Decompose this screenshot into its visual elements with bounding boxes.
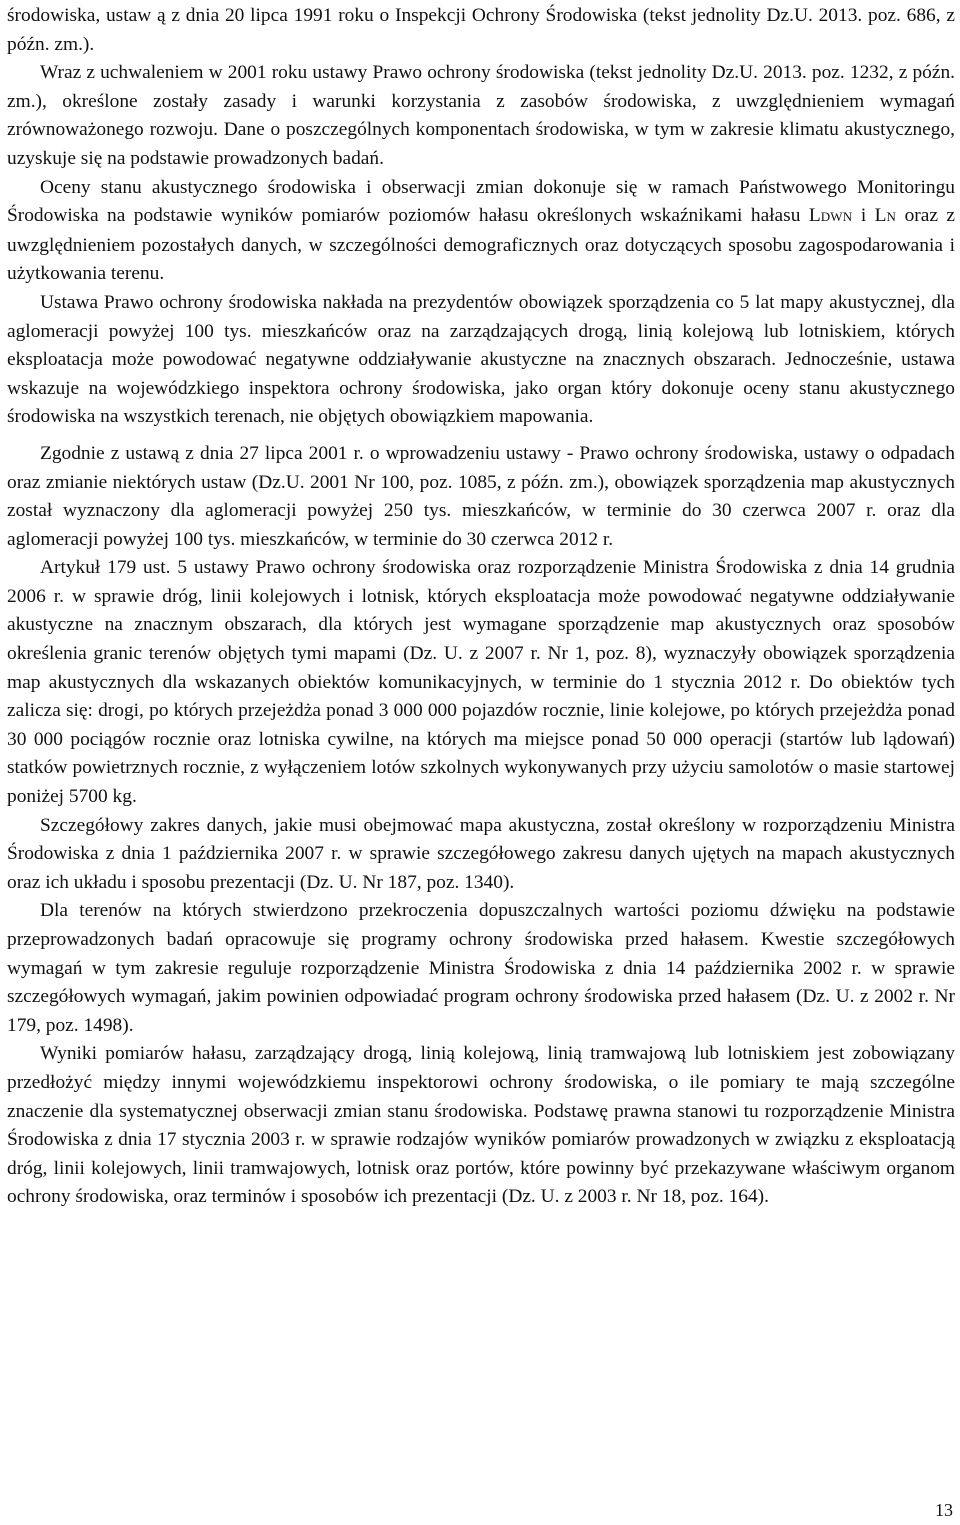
paragraph-6: Artykuł 179 ust. 5 ustawy Prawo ochrony środowiska oraz rozporządzenie Ministra Środowiska z dnia 14 grudnia 2006 r. w sprawie dróg, linii kolejowych i lotnisk, których eksploatacja może powodować negatywne oddziaływanie akustyczne na znacznym obszarach, dla których jest wymagane sporządzenie map akustycznych oraz sposobów określenia granic terenów objętych tymi mapami (Dz. U. z 2007 r. Nr 1, poz. 8), wyznaczyły obowiązek sporządzenia map akustycznych dla wskazanych obiektów komunikacyjnych, w terminie do 1 stycznia 2012 r. Do obiektów tych zalicza się: drogi, po których przejeżdża ponad 3 000 000 pojazdów rocznie, linie kolejowe, po których przejeżdża ponad 30 000 pociągów rocznie oraz lotniska cywilne, na których ma miejsce ponad 50 000 operacji (startów lub lądowań) statków powietrznych rocznie, z wyłączeniem lotów szkolnych wykonywanych przy użyciu samolotów o masie startowej poniżej 5700 kg. (7, 557, 955, 808)
paragraph-8: Dla terenów na których stwierdzono przekroczenia dopuszczalnych wartości poziomu dźwięku na podstawie przeprowadzonych badań opracowuje się programy ochrony środowiska przed hałasem. Kwestie szczegółowych wymagań w tym zakresie reguluje rozporządzenie Ministra Środowiska z dnia 14 października 2002 r. w sprawie szczegółowych wymagań, jakim powinien odpowiadać program ochrony środowiska przed hałasem (Dz. U. z 2002 r. Nr 179, poz. 1498). (7, 900, 955, 1036)
paragraph-3 (7, 174, 955, 289)
document-body (7, 2, 955, 1212)
paragraph-3-text-b: i L (852, 205, 887, 227)
ldwn-subscript: DWN (820, 209, 853, 225)
paragraph-3-text-a: Oceny stanu akustycznego środowiska i obserwacji zmian dokonuje się w ramach Państwowego Monitoringu Środowiska na podstawie wyników pomiarów poziomów hałasu określonych wskaźnikami hałasu L (7, 176, 955, 227)
page-number: 13 (935, 1500, 953, 1520)
paragraph-2: Wraz z uchwaleniem w 2001 roku ustawy Prawo ochrony środowiska (tekst jednolity Dz.U. 2013. poz. 1232, z późn. zm.), określone zostały zasady i warunki korzystania z zasobów środowiska, z uwzględnieniem wymagań zrównoważonego rozwoju. Dane o poszczególnych komponentach środowiska, w tym w zakresie klimatu akustycznego, uzyskuje się na podstawie prowadzonych badań. (7, 62, 955, 169)
ln-subscript: N (886, 209, 897, 225)
paragraph-1: środowiska, ustaw ą z dnia 20 lipca 1991 roku o Inspekcji Ochrony Środowiska (tekst jednolity Dz.U. 2013. poz. 686, z późn. zm.). (7, 5, 955, 55)
paragraph-7: Szczegółowy zakres danych, jakie musi obejmować mapa akustyczna, został określony w rozporządzeniu Ministra Środowiska z dnia 1 października 2007 r. w sprawie szczegółowego zakresu danych ujętych na mapach akustycznych oraz ich układu i sposobu prezentacji (Dz. U. Nr 187, poz. 1340). (7, 814, 955, 893)
paragraph-3-text-c: oraz z uwzględnieniem pozostałych danych, w szczególności demograficznych oraz dotyczących sposobu zagospodarowania i użytkowania terenu. (7, 205, 956, 285)
paragraph-9: Wyniki pomiarów hałasu, zarządzający drogą, linią kolejową, linią tramwajową lub lotniskiem jest zobowiązany przedłożyć między innymi wojewódzkiemu inspektorowi ochrony środowiska, o ile pomiary te mają szczególne znaczenie dla systematycznej obserwacji zmian stanu środowiska. Podstawę prawna stanowi tu rozporządzenie Ministra Środowiska z dnia 17 stycznia 2003 r. w sprawie rodzajów wyników pomiarów prowadzonych w związku z eksploatacją dróg, linii kolejowych, linii tramwajowych, lotnisk oraz portów, które powinny być przekazywane właściwym organom ochrony środowiska, oraz terminów i sposobów ich prezentacji (Dz. U. z 2003 r. Nr 18, poz. 164). (7, 1043, 955, 1208)
paragraph-5: Zgodnie z ustawą z dnia 27 lipca 2001 r. o wprowadzeniu ustawy - Prawo ochrony środowiska, ustawy o odpadach oraz zmianie niektórych ustaw (Dz.U. 2001 Nr 100, poz. 1085, z późn. zm.), obowiązek sporządzenia map akustycznych został wyznaczony dla aglomeracji powyżej 250 tys. mieszkańców, w terminie do 30 czerwca 2007 r. oraz dla aglomeracji powyżej 100 tys. mieszkańców, w terminie do 30 czerwca 2012 r. (7, 442, 955, 550)
paragraph-4: Ustawa Prawo ochrony środowiska nakłada na prezydentów obowiązek sporządzenia co 5 lat mapy akustycznej, dla aglomeracji powyżej 100 tys. mieszkańców oraz na zarządzających drogą, linią kolejową lub lotniskiem, których eksploatacja może powodować negatywne oddziaływanie akustyczne na znacznych obszarach. Jednocześnie, ustawa wskazuje na wojewódzkiego inspektora ochrony środowiska, jako organ który dokonuje oceny stanu akustycznego środowiska na wszystkich terenach, nie objętych obowiązkiem mapowania. (7, 291, 955, 428)
